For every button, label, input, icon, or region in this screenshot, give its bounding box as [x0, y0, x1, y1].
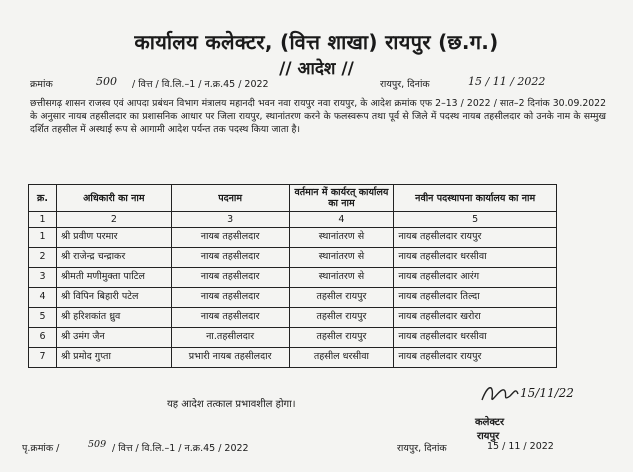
new-posting: नायब तहसीलदार धरसीवा: [394, 328, 557, 348]
officer-name: श्री हरिशकांत ध्रुव: [56, 308, 171, 328]
new-posting: नायब तहसीलदार रायपुर: [394, 228, 557, 248]
col-number: 3: [171, 212, 289, 228]
order-number: 500: [96, 75, 117, 88]
designation: नायब तहसीलदार: [171, 268, 289, 288]
table-row: [29, 348, 557, 368]
header-designation: पदनाम: [171, 185, 289, 212]
officer-name: श्री राजेन्द्र चन्द्राकर: [56, 248, 171, 268]
footer-date: 15 / 11 / 2022: [487, 441, 554, 452]
signatory-designation: कलेक्टर: [475, 417, 505, 428]
order-date: 15 / 11 / 2022: [468, 75, 546, 88]
order-reference-path: / वित्त / वि.लि.–1 / न.क्र.45 / 2022: [132, 79, 269, 90]
office-title: कार्यालय कलेक्टर, (वित्त शाखा) रायपुर (छ.ग.): [134, 30, 499, 54]
officer-name: श्री विपिन बिहारी पटेल: [56, 288, 171, 308]
row-serial: 5: [29, 308, 57, 328]
designation: प्रभारी नायब तहसीलदार: [171, 348, 289, 368]
officer-name: श्री प्रवीण परमार: [56, 228, 171, 248]
col-number: 4: [289, 212, 394, 228]
kramank-label: क्रमांक: [30, 79, 53, 90]
new-posting: नायब तहसीलदार आरंग: [394, 268, 557, 288]
officer-name: श्री प्रमोद गुप्ता: [56, 348, 171, 368]
new-posting: नायब तहसीलदार रायपुर: [394, 348, 557, 368]
row-serial: 1: [29, 228, 57, 248]
designation: नायब तहसीलदार: [171, 248, 289, 268]
table-row: [29, 308, 557, 328]
header-new-posting: नवीन पदस्थापना कार्यालय का नाम: [394, 185, 557, 212]
table-row: [29, 288, 557, 308]
designation: नायब तहसीलदार: [171, 288, 289, 308]
current-office: स्थानांतरण से: [289, 228, 394, 248]
place-date-label: रायपुर, दिनांक: [380, 79, 430, 90]
table-row: [29, 228, 557, 248]
order-heading: // आदेश //: [279, 59, 354, 79]
row-serial: 2: [29, 248, 57, 268]
effective-note: यह आदेश तत्काल प्रभावशील होगा।: [167, 399, 296, 410]
current-office: तहसील रायपुर: [289, 308, 394, 328]
current-office: स्थानांतरण से: [289, 268, 394, 288]
designation: नायब तहसीलदार: [171, 308, 289, 328]
endorsement-number: 509: [88, 439, 107, 450]
transfer-table: [28, 184, 557, 368]
footer-place-date-label: रायपुर, दिनांक: [397, 443, 447, 454]
endorsement-path: / वित्त / वि.लि.–1 / न.क्र.45 / 2022: [112, 443, 249, 454]
col-number: 5: [394, 212, 557, 228]
new-posting: नायब तहसीलदार धरसीवा: [394, 248, 557, 268]
row-serial: 3: [29, 268, 57, 288]
designation: नायब तहसीलदार: [171, 228, 289, 248]
designation: ना.तहसीलदार: [171, 328, 289, 348]
row-serial: 7: [29, 348, 57, 368]
header-officer-name: अधिकारी का नाम: [56, 185, 171, 212]
officer-name: श्री उमंग जैन: [56, 328, 171, 348]
header-current-office: वर्तमान में कार्यरत् कार्यालय का नाम: [289, 185, 394, 212]
row-serial: 4: [29, 288, 57, 308]
current-office: तहसील धरसीवा: [289, 348, 394, 368]
signature-date: 15/11/22: [520, 386, 574, 400]
officer-name: श्रीमती मणीमुक्ता पाटिल: [56, 268, 171, 288]
table-row: [29, 248, 557, 268]
table-row: [29, 328, 557, 348]
new-posting: नायब तहसीलदार तिल्दा: [394, 288, 557, 308]
order-body-text: छत्तीसगढ़ शासन राजस्व एवं आपदा प्रबंधन विभाग मंत्रालय महानदी भवन नवा रायपुर नवा रायपुर, के आदेश क्रमांक एफ 2–13 / 2022 / सात–2 दिनांक 30.09.2022 के अनुसार नायब तहसीलदार का प्रशासनिक आधार पर जिला रायपुर, स्थानांतरण करने के फलस्वरूप तथा पूर्व से जिले में पदस्थ नायब तहसीलदार को उनके नाम के सम्मुख दर्शित तहसील में अस्थाई रूप से आगामी आदेश पर्यन्त तक पदस्थ किया जाता है।: [30, 98, 606, 135]
table-row: [29, 268, 557, 288]
col-number: 1: [29, 212, 57, 228]
endorsement-label: पृ.क्रमांक /: [22, 443, 60, 454]
new-posting: नायब तहसीलदार खरोरा: [394, 308, 557, 328]
row-serial: 6: [29, 328, 57, 348]
column-number-row: [29, 212, 557, 228]
current-office: तहसील रायपुर: [289, 328, 394, 348]
signatory-place: रायपुर: [477, 431, 500, 442]
col-number: 2: [56, 212, 171, 228]
current-office: तहसील रायपुर: [289, 288, 394, 308]
header-serial: क्र.: [29, 185, 57, 212]
table-header-row: [29, 185, 557, 212]
current-office: स्थानांतरण से: [289, 248, 394, 268]
